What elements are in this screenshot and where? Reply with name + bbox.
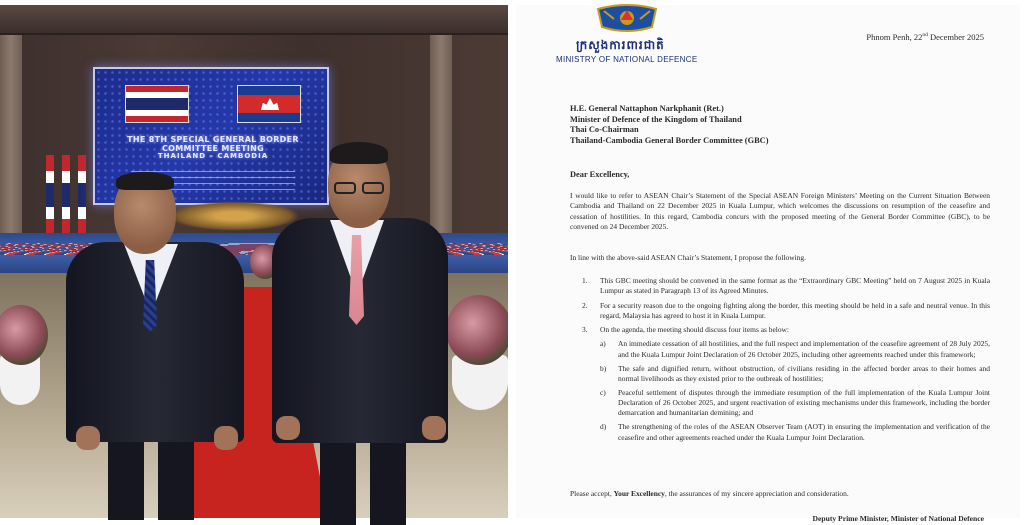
address-line: Minister of Defence of the Kingdom of Thailand: [570, 114, 742, 124]
recipient-address: [570, 104, 769, 146]
address-line: Thailand-Cambodia General Border Committee (GBC): [570, 135, 769, 145]
list-item: 1. This GBC meeting should be convened in the same format as the “Extraordinary GBC Meeting” held on 7 August 2025 in Kuala Lumpur as stated in Paragraph 13 of its Agreed Minutes.: [582, 276, 990, 296]
thailand-flag-icon: [125, 85, 189, 123]
agenda-subitem: b) The safe and dignified return, without obstruction, of civilians residing in the affected border areas to their homes and normal livelihoods as they existed prior to the outbreak of hostilities;: [600, 363, 990, 383]
person-right: [270, 140, 450, 518]
official-letter: [516, 5, 1020, 523]
signature-title: Deputy Prime Minister, Minister of National Defence: [812, 514, 984, 523]
letter-date: Phnom Penh, 22nd December 2025: [866, 32, 984, 42]
thai-standing-flag: [46, 155, 54, 235]
address-line: Thai Co-Chairman: [570, 125, 639, 135]
screen-title: THE 8TH SPECIAL GENERAL BORDER COMMITTEE MEETING: [127, 135, 299, 153]
ministry-name: MINISTRY OF NATIONAL DEFENCE: [556, 55, 698, 64]
screen-subtitle: THAILAND – CAMBODIA: [157, 152, 269, 160]
agenda-subitem: a) An immediate cessation of all hostilities, and the full respect and implementation of the ceasefire agreement of 28 July 2025, and the Kuala Lumpur Joint Declaration of 26 October 2025, including other agreements reached under this framework;: [600, 339, 990, 359]
paragraph: In line with the above-said ASEAN Chair’s Statement, I propose the following.: [570, 253, 806, 262]
proposal-list: [582, 276, 990, 446]
hall-ceiling: [0, 5, 508, 35]
hall-pillar: [0, 35, 22, 250]
salutation: Dear Excellency,: [570, 170, 630, 179]
cambodia-flag-icon: [237, 85, 301, 123]
meeting-photo: [0, 5, 508, 518]
address-line: H.E. General Nattaphon Narkphanit (Ret.): [570, 104, 724, 113]
ministry-khmer-name: ក្រសួងការពារជាតិ: [576, 38, 665, 52]
ministry-emblem-icon: [594, 5, 660, 35]
person-left: [66, 170, 246, 518]
image-divider: [508, 0, 516, 523]
paragraph: I would like to refer to ASEAN Chair’s Statement of the Special ASEAN Foreign Ministers’ Meeting on the Current Situation Between Cambodia and Thailand on 22 December 2025 in Kuala Lumpur, which welcomes the discussions on resumption of the ceasefire and cessation of hostilities. In this regard, Cambodia concurs with the proposed meeting of the General Border Committee (GBC), to be convened on 24 December 2025.: [570, 191, 990, 232]
agenda-subitem: c) Peaceful settlement of disputes through the immediate resumption of the full implementation of the Kuala Lumpur Joint Declaration of 26 October 2025, and urgent reactivation of existing mechanisms under this framework, including the border demarcation and humanitarian demining; and: [600, 387, 990, 418]
list-item: 3. On the agenda, the meeting should discuss four items as below:: [582, 325, 789, 335]
closing-line: Please accept, Your Excellency, the assurances of my sincere appreciation and consideration.: [570, 489, 849, 498]
flower-plant: [446, 295, 512, 365]
list-item: 2. For a security reason due to the ongoing fighting along the border, this meeting should be held in a safe and neutral venue. In this regard, Malaysia has agreed to host it in Kuala Lumpur.: [582, 300, 990, 321]
agenda-subitem: d) The strengthening of the roles of the ASEAN Observer Team (AOT) in ensuring the implementation and verification of the ceasefire and other agreements reached under the Kuala Lumpur Joint Declaration.: [600, 422, 990, 442]
